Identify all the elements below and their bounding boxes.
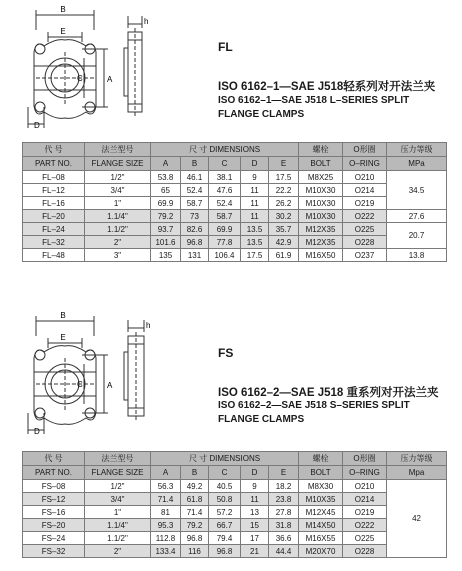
cell-c: 52.4 bbox=[209, 197, 241, 210]
col-pressure-cn: 压力等级 bbox=[387, 143, 447, 157]
col-bolt: BOLT bbox=[299, 466, 343, 480]
cell-size: 3/4" bbox=[85, 493, 151, 506]
cell-a: 56.3 bbox=[151, 480, 181, 493]
cell-a: 65 bbox=[151, 184, 181, 197]
cell-c: 79.4 bbox=[209, 532, 241, 545]
col-b: B bbox=[181, 466, 209, 480]
cell-size: 1/2" bbox=[85, 171, 151, 184]
col-bolt: BOLT bbox=[299, 157, 343, 171]
col-d: D bbox=[241, 466, 269, 480]
cell-size: 3" bbox=[85, 249, 151, 262]
table-row bbox=[23, 493, 447, 506]
cell-oring: O237 bbox=[343, 249, 387, 262]
cell-b: 96.8 bbox=[181, 532, 209, 545]
cell-d: 17.5 bbox=[241, 249, 269, 262]
cell-part: FL–16 bbox=[23, 197, 85, 210]
cell-b: 96.8 bbox=[181, 236, 209, 249]
cell-d: 13.5 bbox=[241, 223, 269, 236]
col-pressure-cn: 压力等级 bbox=[387, 452, 447, 466]
cell-oring: O222 bbox=[343, 519, 387, 532]
cell-part: FS–20 bbox=[23, 519, 85, 532]
cell-d: 13.5 bbox=[241, 236, 269, 249]
cell-size: 2" bbox=[85, 236, 151, 249]
fs-front-view-drawing bbox=[14, 310, 118, 436]
cell-d: 11 bbox=[241, 197, 269, 210]
cell-e: 36.6 bbox=[269, 532, 299, 545]
col-flange-size: FLANGE SIZE bbox=[85, 157, 151, 171]
cell-a: 71.4 bbox=[151, 493, 181, 506]
fs-spec-table bbox=[22, 451, 447, 558]
cell-part: FS–24 bbox=[23, 532, 85, 545]
cell-a: 112.8 bbox=[151, 532, 181, 545]
cell-e: 18.2 bbox=[269, 480, 299, 493]
cell-e: 31.8 bbox=[269, 519, 299, 532]
col-oring: O–RING bbox=[343, 157, 387, 171]
col-bolt-cn: 螺栓 bbox=[299, 143, 343, 157]
cell-oring: O225 bbox=[343, 223, 387, 236]
cell-d: 17 bbox=[241, 532, 269, 545]
col-b: B bbox=[181, 157, 209, 171]
col-code-cn: 代 号 bbox=[23, 143, 85, 157]
header-row-en bbox=[23, 466, 447, 480]
dim-h-label: h bbox=[144, 17, 149, 26]
table-row bbox=[23, 532, 447, 545]
col-flange-cn: 法兰型号 bbox=[85, 143, 151, 157]
cell-oring: O228 bbox=[343, 545, 387, 558]
fs-subtitle-line1: ISO 6162–2—SAE J518 S–SERIES SPLIT bbox=[218, 400, 410, 411]
cell-b: 73 bbox=[181, 210, 209, 223]
header-row-cn bbox=[23, 452, 447, 466]
cell-part: FL–24 bbox=[23, 223, 85, 236]
col-oring: O–RING bbox=[343, 466, 387, 480]
cell-pressure: 42 bbox=[387, 480, 447, 558]
fs-subtitle-line2: FLANGE CLAMPS bbox=[218, 414, 305, 425]
col-flange-size: FLANGE SIZE bbox=[85, 466, 151, 480]
cell-oring: O222 bbox=[343, 210, 387, 223]
col-bolt-cn: 螺栓 bbox=[299, 452, 343, 466]
cell-part: FS–12 bbox=[23, 493, 85, 506]
dim-d-label: D bbox=[34, 121, 40, 130]
col-oring-cn: O形圈 bbox=[343, 143, 387, 157]
cell-part: FL–48 bbox=[23, 249, 85, 262]
cell-b: 52.4 bbox=[181, 184, 209, 197]
cell-size: 1.1/2" bbox=[85, 223, 151, 236]
col-dimensions: 尺 寸 DIMENSIONS bbox=[151, 452, 299, 466]
cell-pressure: 20.7 bbox=[387, 223, 447, 249]
col-a: A bbox=[151, 157, 181, 171]
cell-c: 69.9 bbox=[209, 223, 241, 236]
cell-a: 95.3 bbox=[151, 519, 181, 532]
fs-title-cn: ISO 6162–2—SAE J518 重系列对开法兰夹 bbox=[218, 387, 439, 399]
cell-c: 50.8 bbox=[209, 493, 241, 506]
cell-c: 47.6 bbox=[209, 184, 241, 197]
table-row bbox=[23, 506, 447, 519]
cell-oring: O219 bbox=[343, 506, 387, 519]
cell-d: 11 bbox=[241, 493, 269, 506]
cell-size: 1/2" bbox=[85, 480, 151, 493]
cell-c: 38.1 bbox=[209, 171, 241, 184]
col-part-no: PART NO. bbox=[23, 157, 85, 171]
col-e: E bbox=[269, 157, 299, 171]
col-d: D bbox=[241, 157, 269, 171]
col-oring-cn: O形圈 bbox=[343, 452, 387, 466]
cell-a: 101.6 bbox=[151, 236, 181, 249]
cell-part: FL–08 bbox=[23, 171, 85, 184]
cell-c: 96.8 bbox=[209, 545, 241, 558]
cell-a: 135 bbox=[151, 249, 181, 262]
col-mpa: Mpa bbox=[387, 466, 447, 480]
cell-oring: O219 bbox=[343, 197, 387, 210]
cell-oring: O225 bbox=[343, 532, 387, 545]
col-c: C bbox=[209, 157, 241, 171]
col-a: A bbox=[151, 466, 181, 480]
col-mpa: MPa bbox=[387, 157, 447, 171]
cell-bolt: M8X30 bbox=[299, 480, 343, 493]
col-flange-cn: 法兰型号 bbox=[85, 452, 151, 466]
cell-bolt: M10X30 bbox=[299, 210, 343, 223]
cell-b: 82.6 bbox=[181, 223, 209, 236]
dim-e-label: E bbox=[60, 333, 66, 342]
cell-b: 131 bbox=[181, 249, 209, 262]
cell-oring: O228 bbox=[343, 236, 387, 249]
cell-size: 1" bbox=[85, 506, 151, 519]
col-e: E bbox=[269, 466, 299, 480]
cell-oring: O210 bbox=[343, 480, 387, 493]
dim-b-label: B bbox=[60, 5, 66, 14]
dim-a-label: A bbox=[107, 75, 113, 84]
cell-bolt: M20X70 bbox=[299, 545, 343, 558]
cell-e: 22.2 bbox=[269, 184, 299, 197]
cell-b: 79.2 bbox=[181, 519, 209, 532]
cell-b: 61.8 bbox=[181, 493, 209, 506]
cell-bolt: M12X35 bbox=[299, 236, 343, 249]
table-row bbox=[23, 480, 447, 493]
table-row bbox=[23, 519, 447, 532]
cell-a: 133.4 bbox=[151, 545, 181, 558]
cell-part: FS–32 bbox=[23, 545, 85, 558]
col-part-no: PART NO. bbox=[23, 466, 85, 480]
fl-series-code: FL bbox=[218, 40, 233, 54]
cell-d: 13 bbox=[241, 506, 269, 519]
cell-size: 3/4" bbox=[85, 184, 151, 197]
dim-h-label: h bbox=[146, 321, 151, 330]
cell-part: FS–08 bbox=[23, 480, 85, 493]
dim-c-label: C bbox=[77, 74, 83, 83]
cell-b: 58.7 bbox=[181, 197, 209, 210]
cell-bolt: M14X50 bbox=[299, 519, 343, 532]
cell-c: 57.2 bbox=[209, 506, 241, 519]
fl-subtitle-line2: FLANGE CLAMPS bbox=[218, 109, 305, 120]
cell-c: 106.4 bbox=[209, 249, 241, 262]
cell-size: 1.1/2" bbox=[85, 532, 151, 545]
cell-a: 79.2 bbox=[151, 210, 181, 223]
fs-side-view-drawing bbox=[120, 318, 162, 422]
cell-d: 9 bbox=[241, 480, 269, 493]
cell-e: 27.8 bbox=[269, 506, 299, 519]
cell-e: 35.7 bbox=[269, 223, 299, 236]
fl-title-cn: ISO 6162–1—SAE J518轻系列对开法兰夹 bbox=[218, 81, 436, 93]
cell-b: 49.2 bbox=[181, 480, 209, 493]
cell-bolt: M10X30 bbox=[299, 197, 343, 210]
cell-a: 69.9 bbox=[151, 197, 181, 210]
col-code-cn: 代 号 bbox=[23, 452, 85, 466]
cell-c: 58.7 bbox=[209, 210, 241, 223]
cell-size: 1" bbox=[85, 197, 151, 210]
table-row bbox=[23, 545, 447, 558]
cell-b: 71.4 bbox=[181, 506, 209, 519]
cell-e: 30.2 bbox=[269, 210, 299, 223]
cell-e: 23.8 bbox=[269, 493, 299, 506]
cell-bolt: M8X25 bbox=[299, 171, 343, 184]
cell-bolt: M12X45 bbox=[299, 506, 343, 519]
cell-bolt: M16X55 bbox=[299, 532, 343, 545]
cell-a: 81 bbox=[151, 506, 181, 519]
fs-series-code: FS bbox=[218, 346, 234, 360]
cell-a: 93.7 bbox=[151, 223, 181, 236]
cell-b: 116 bbox=[181, 545, 209, 558]
dim-d-label: D bbox=[34, 427, 40, 436]
cell-e: 42.9 bbox=[269, 236, 299, 249]
dim-b-label: B bbox=[60, 311, 66, 320]
cell-pressure: 13.8 bbox=[387, 249, 447, 262]
dim-a-label: A bbox=[107, 381, 113, 390]
cell-pressure: 27.6 bbox=[387, 210, 447, 223]
cell-bolt: M10X35 bbox=[299, 493, 343, 506]
cell-a: 53.8 bbox=[151, 171, 181, 184]
cell-oring: O210 bbox=[343, 171, 387, 184]
cell-e: 17.5 bbox=[269, 171, 299, 184]
cell-bolt: M10X30 bbox=[299, 184, 343, 197]
cell-part: FL–20 bbox=[23, 210, 85, 223]
dim-e-label: E bbox=[60, 27, 66, 36]
cell-bolt: M16X50 bbox=[299, 249, 343, 262]
dim-c-label: C bbox=[77, 380, 83, 389]
cell-part: FL–32 bbox=[23, 236, 85, 249]
col-dimensions: 尺 寸 DIMENSIONS bbox=[151, 143, 299, 157]
cell-e: 61.9 bbox=[269, 249, 299, 262]
cell-d: 11 bbox=[241, 210, 269, 223]
cell-e: 44.4 bbox=[269, 545, 299, 558]
cell-c: 77.8 bbox=[209, 236, 241, 249]
cell-size: 1.1/4" bbox=[85, 210, 151, 223]
cell-d: 11 bbox=[241, 184, 269, 197]
cell-d: 15 bbox=[241, 519, 269, 532]
cell-part: FS–16 bbox=[23, 506, 85, 519]
cell-bolt: M12X35 bbox=[299, 223, 343, 236]
cell-oring: O214 bbox=[343, 493, 387, 506]
cell-part: FL–12 bbox=[23, 184, 85, 197]
cell-size: 2" bbox=[85, 545, 151, 558]
cell-b: 46.1 bbox=[181, 171, 209, 184]
cell-oring: O214 bbox=[343, 184, 387, 197]
cell-d: 21 bbox=[241, 545, 269, 558]
cell-c: 66.7 bbox=[209, 519, 241, 532]
cell-e: 26.2 bbox=[269, 197, 299, 210]
fl-subtitle-line1: ISO 6162–1—SAE J518 L–SERIES SPLIT bbox=[218, 95, 410, 106]
col-c: C bbox=[209, 466, 241, 480]
cell-c: 40.5 bbox=[209, 480, 241, 493]
cell-d: 9 bbox=[241, 171, 269, 184]
cell-size: 1.1/4" bbox=[85, 519, 151, 532]
cell-pressure: 34.5 bbox=[387, 171, 447, 210]
